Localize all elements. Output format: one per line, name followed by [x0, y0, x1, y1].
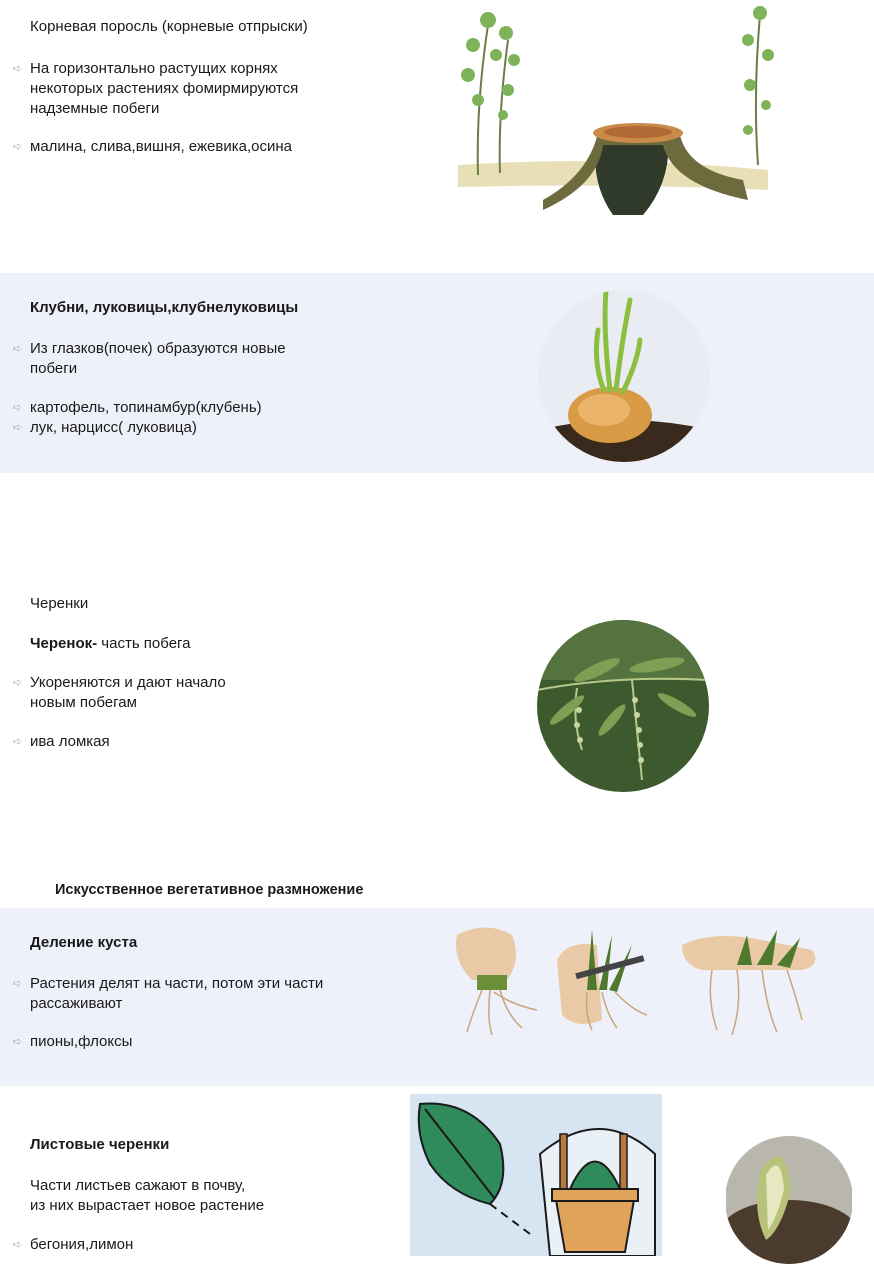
leaf-pot-illustration — [410, 1094, 662, 1256]
desc-line: Из глазков(почек) образуются новые — [30, 340, 286, 357]
desc-line: побеги — [30, 360, 78, 377]
desc-line: Части листьев сажают в почву, — [30, 1177, 246, 1194]
section-title: Клубни, луковицы,клубнелуковицы — [30, 299, 299, 316]
bullet-item — [13, 418, 262, 438]
section-root-suckers — [30, 18, 308, 35]
section-leaf-cuttings — [30, 1136, 169, 1153]
examples-text: бегония,лимон — [30, 1236, 134, 1253]
bullet-item — [13, 398, 262, 418]
bush-division-illustration — [452, 920, 824, 1040]
bulb-photo — [538, 290, 710, 462]
section-title: Листовые черенки — [30, 1136, 170, 1153]
stump-illustration — [448, 5, 778, 225]
section-tubers-desc — [13, 339, 286, 379]
desc-line: Укореняются и дают начало — [30, 674, 226, 691]
section-leaf-cuttings-desc — [30, 1176, 264, 1216]
examples-text: ива ломкая — [30, 733, 110, 750]
bullet-arrow-icon: ➪ — [13, 63, 23, 75]
bullet-arrow-icon: ➪ — [13, 978, 23, 990]
desc-line: новым побегам — [30, 694, 137, 711]
section-title: Корневая поросль (корневые отпрыски) — [30, 18, 308, 35]
definition-term: Черенок- — [30, 635, 98, 652]
bullet-arrow-icon: ➪ — [13, 736, 23, 748]
section-cuttings-desc — [13, 673, 226, 713]
definition-text: часть побега — [97, 635, 191, 652]
section-bush-division-desc — [13, 974, 324, 1014]
section-cuttings — [30, 595, 88, 612]
examples-text: картофель, топинамбур(клубень) — [30, 399, 262, 416]
section-bush-division-examples — [13, 1032, 133, 1052]
leaf-cutting-photo — [726, 1130, 852, 1265]
examples-text: пионы,флоксы — [30, 1033, 133, 1050]
heading-text: Искусственное вегетативное размножение — [55, 882, 364, 898]
section-root-suckers-examples — [13, 137, 292, 157]
bullet-arrow-icon: ➪ — [13, 1036, 23, 1048]
bullet-arrow-icon: ➪ — [13, 677, 23, 689]
section-tubers — [30, 299, 298, 316]
bullet-arrow-icon: ➪ — [13, 422, 23, 434]
desc-line: рассаживают — [30, 995, 123, 1012]
artificial-propagation-heading — [55, 882, 363, 898]
desc-line: из них вырастает новое растение — [30, 1197, 265, 1214]
bullet-arrow-icon: ➪ — [13, 402, 23, 414]
bullet-arrow-icon: ➪ — [13, 343, 23, 355]
section-leaf-cuttings-examples — [13, 1235, 134, 1255]
examples-text: малина, слива,вишня, ежевика,осина — [30, 138, 292, 155]
section-tubers-examples — [13, 398, 262, 438]
section-title: Деление куста — [30, 934, 138, 951]
bullet-item — [13, 732, 110, 752]
examples-text: лук, нарцисс( луковица) — [30, 419, 197, 436]
section-title: Черенки — [30, 595, 89, 612]
bullet-item — [13, 339, 286, 379]
section-root-suckers-desc — [13, 59, 299, 119]
willow-photo — [537, 620, 709, 792]
section-cuttings-examples — [13, 732, 110, 752]
bullet-item — [13, 673, 226, 713]
desc-line: некоторых растениях фомирмируются — [30, 80, 299, 97]
bullet-item — [13, 137, 292, 157]
bullet-arrow-icon: ➪ — [13, 1239, 23, 1251]
bullet-item — [13, 974, 324, 1014]
bullet-item — [13, 1032, 133, 1052]
definition-line — [30, 634, 191, 654]
desc-line: На горизонтально растущих корнях — [30, 60, 278, 77]
bullet-item — [13, 59, 299, 119]
desc-line: надземные побеги — [30, 100, 160, 117]
desc-line: Растения делят на части, потом эти части — [30, 975, 324, 992]
section-bush-division — [30, 934, 137, 951]
cutting-definition — [30, 634, 191, 654]
bullet-arrow-icon: ➪ — [13, 141, 23, 153]
bullet-item — [13, 1235, 134, 1255]
